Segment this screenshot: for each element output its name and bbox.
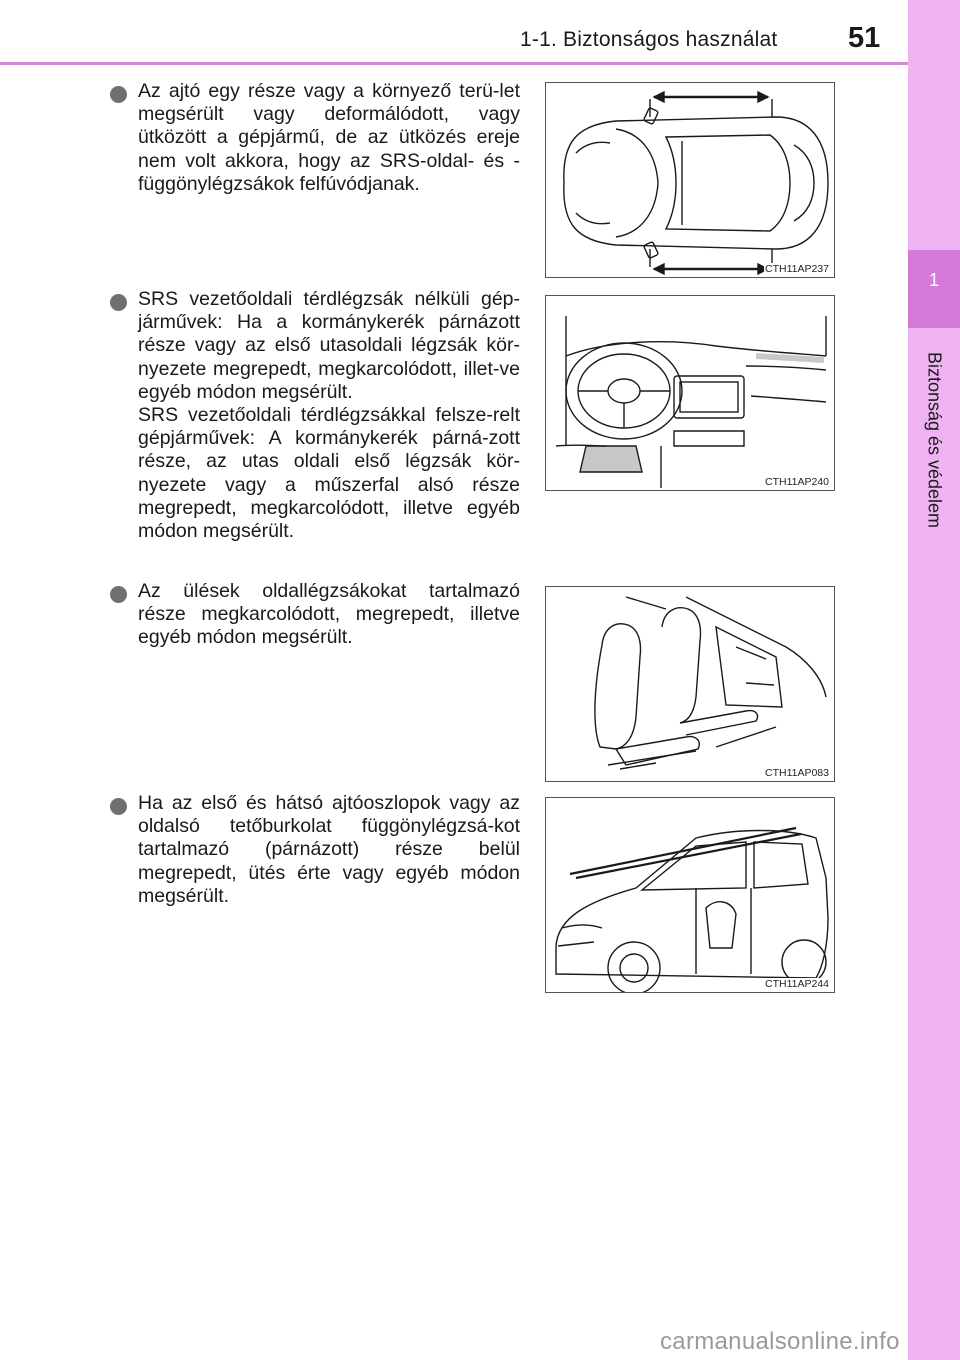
item-text: SRS vezetőoldali térdlégzsák nélküli gép-járművek: Ha a kormánykerék párnázott része vagy az első utasoldali légzsák kör-nyezete megrepedt, megkarcolódott, illet-ve egyéb módon megsérült. [138,288,520,403]
figure-dashboard [545,295,835,491]
figure-front-seats [545,586,835,782]
car-top-view-icon [546,83,835,278]
item-text: Ha az első és hátsó ajtóoszlopok vagy az oldalsó tetőburkolat függönylégzsá-kot tartalmazó (párnázott) része belül megrepedt, ütés érte vagy egyéb módon megsérült. [138,792,520,907]
figure-code: CTH11AP240 [764,476,829,488]
figure-car-side-airbags [545,797,835,993]
list-item [112,80,520,196]
item-text-continued: SRS vezetőoldali térdlégzsákkal felsze-relt gépjárművek: A kormánykerék párná-zott része, az utas oldali első légzsák kör-nyezete vagy a műszerfal alsó része megrepedt, megkarcolódott, illetve egyéb módon megsérült. [138,404,520,543]
car-seats-icon [546,587,835,782]
figure-code: CTH11AP237 [764,263,829,275]
figure-car-top-view [545,82,835,278]
bullet-icon [110,586,127,603]
chapter-title: Biztonság és védelem [924,351,945,529]
car-side-view-icon [546,798,835,993]
chapter-number: 1 [928,270,939,290]
item-text: Az ajtó egy része vagy a környező terü-let megsérült vagy deformálódott, vagy ütközött a gépjármű, de az ütközés ereje nem volt akkora, hogy az SRS-oldal- és -függönylégzsákok felfúvódjanak. [138,80,520,195]
page-number: 51 [848,22,881,54]
list-item [112,580,520,650]
bullet-icon [110,294,127,311]
bullet-icon [110,86,127,103]
bullet-icon [110,798,127,815]
header-rule [0,62,908,65]
watermark: carmanualsonline.info [660,1328,900,1355]
list-item [112,288,520,543]
list-item [112,792,520,908]
section-title: 1-1. Biztonságos használat [520,28,778,51]
side-band [908,0,960,1360]
item-text: Az ülések oldallégzsákokat tartalmazó része megkarcolódott, megrepedt, illetve egyéb módon megsérült. [138,580,520,649]
figure-code: CTH11AP244 [764,978,829,990]
figure-code: CTH11AP083 [764,767,829,779]
dashboard-icon [546,296,835,491]
